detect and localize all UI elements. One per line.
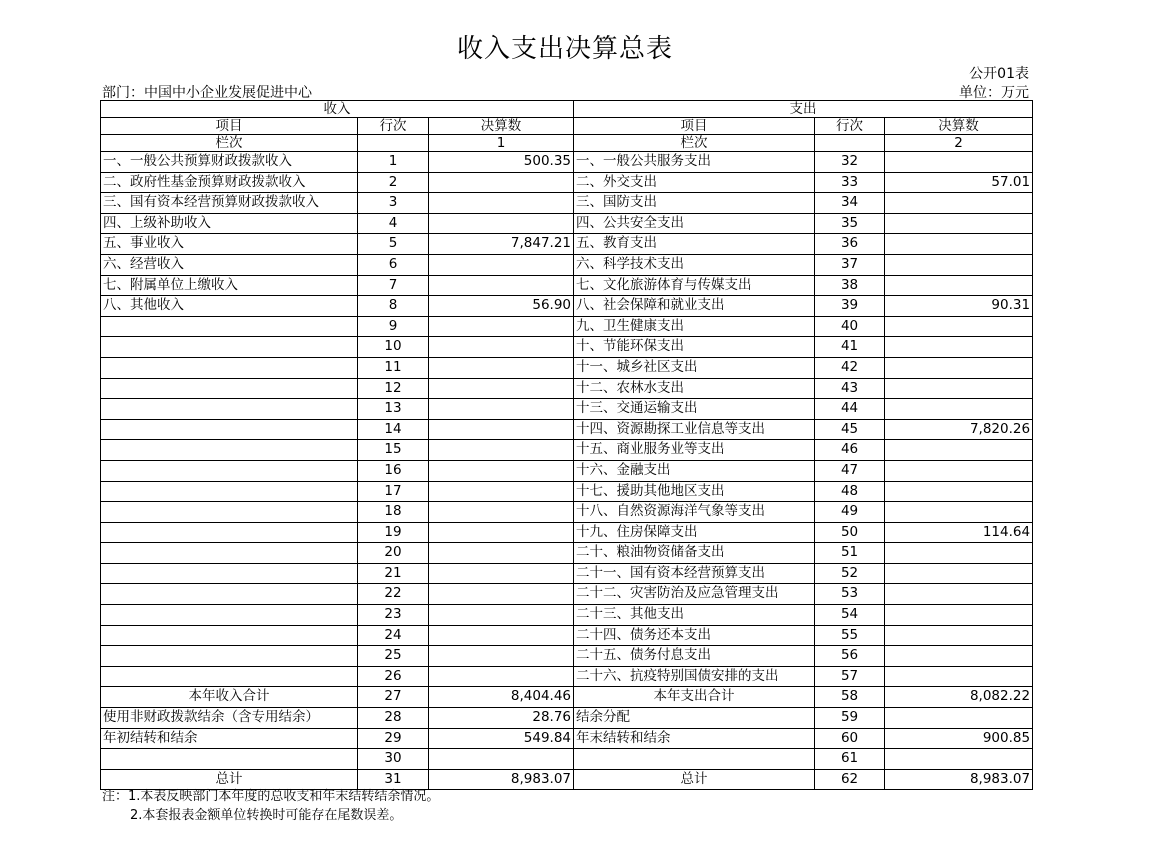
expense-amount-cell (885, 440, 1033, 461)
expense-line-cell: 47 (815, 460, 885, 481)
income-amount-cell (429, 563, 574, 584)
expense-amount-cell (885, 584, 1033, 605)
expense-amount-cell (885, 357, 1033, 378)
expense-amount-cell: 8,983.07 (885, 769, 1033, 790)
income-amount-cell: 7,847.21 (429, 234, 574, 255)
income-amount-cell (429, 193, 574, 214)
income-amount-cell (429, 481, 574, 502)
income-item-cell (101, 749, 358, 770)
expense-line-cell: 38 (815, 275, 885, 296)
income-item-cell: 使用非财政拨款结余（含专用结余） (101, 708, 358, 729)
table-row (101, 234, 1033, 255)
income-item-cell (101, 543, 358, 564)
income-item-cell (101, 481, 358, 502)
expense-item-cell: 十二、农林水支出 (574, 378, 815, 399)
table-row (101, 440, 1033, 461)
income-item-cell: 六、经营收入 (101, 254, 358, 275)
income-item-cell: 年初结转和结余 (101, 728, 358, 749)
footnotes (102, 787, 439, 825)
income-line-cell: 5 (358, 234, 429, 255)
table-row (101, 646, 1033, 667)
expense-amount-cell: 900.85 (885, 728, 1033, 749)
footnote-1: 注：1.本表反映部门本年度的总收支和年末结转结余情况。 (102, 789, 440, 804)
income-amount-cell (429, 543, 574, 564)
expense-line-cell: 48 (815, 481, 885, 502)
income-amount-cell (429, 419, 574, 440)
footnote-2: 2.本套报表金额单位转换时可能存在尾数误差。 (130, 808, 403, 823)
income-amount-cell (429, 172, 574, 193)
expense-line-cell: 54 (815, 605, 885, 626)
expense-amount-cell (885, 152, 1033, 173)
income-amount-cell (429, 275, 574, 296)
income-amount-cell (429, 316, 574, 337)
income-line-cell: 14 (358, 419, 429, 440)
expense-amount-cell: 8,082.22 (885, 687, 1033, 708)
income-line-cell: 12 (358, 378, 429, 399)
income-item-cell (101, 440, 358, 461)
income-line-header: 行次 (358, 118, 429, 135)
expense-line-cell: 51 (815, 543, 885, 564)
expense-line-cell: 57 (815, 666, 885, 687)
table-row (101, 213, 1033, 234)
income-amount-cell (429, 254, 574, 275)
table-row (101, 399, 1033, 420)
expense-item-cell: 二十五、债务付息支出 (574, 646, 815, 667)
expense-line-cell: 55 (815, 625, 885, 646)
income-line-cell: 25 (358, 646, 429, 667)
expense-line-cell: 60 (815, 728, 885, 749)
expense-amount-cell (885, 399, 1033, 420)
income-line-cell: 20 (358, 543, 429, 564)
income-line-cell: 13 (358, 399, 429, 420)
table-row (101, 460, 1033, 481)
income-line-cell: 3 (358, 193, 429, 214)
expense-line-cell: 61 (815, 749, 885, 770)
table-row (101, 625, 1033, 646)
income-amount-cell: 56.90 (429, 296, 574, 317)
expense-line-cell: 58 (815, 687, 885, 708)
income-line-cell: 22 (358, 584, 429, 605)
table-row (101, 749, 1033, 770)
expense-amount-cell (885, 543, 1033, 564)
expense-amount-cell (885, 708, 1033, 729)
income-item-cell (101, 357, 358, 378)
income-amount-cell (429, 522, 574, 543)
income-line-cell: 29 (358, 728, 429, 749)
table-row (101, 666, 1033, 687)
income-line-cell: 9 (358, 316, 429, 337)
expense-amount-cell: 114.64 (885, 522, 1033, 543)
expense-amount-cell (885, 666, 1033, 687)
table-row (101, 172, 1033, 193)
expense-column-label: 栏次 (574, 135, 815, 152)
income-amount-cell (429, 666, 574, 687)
income-line-cell: 19 (358, 522, 429, 543)
expense-amount-cell (885, 502, 1033, 523)
expense-line-cell: 52 (815, 563, 885, 584)
expense-line-cell: 43 (815, 378, 885, 399)
expense-line-cell: 45 (815, 419, 885, 440)
expense-line-index (815, 135, 885, 152)
income-line-cell: 21 (358, 563, 429, 584)
expense-column-index: 2 (885, 135, 1033, 152)
table-row (101, 543, 1033, 564)
income-item-cell (101, 378, 358, 399)
income-item-header: 项目 (101, 118, 358, 135)
expense-item-cell (574, 749, 815, 770)
expense-item-cell: 二十四、债务还本支出 (574, 625, 815, 646)
expense-item-cell: 六、科学技术支出 (574, 254, 815, 275)
income-amount-cell (429, 213, 574, 234)
income-amount-cell (429, 584, 574, 605)
income-line-cell: 24 (358, 625, 429, 646)
table-row (101, 687, 1033, 708)
income-item-cell: 八、其他收入 (101, 296, 358, 317)
table-row (101, 502, 1033, 523)
expense-line-cell: 42 (815, 357, 885, 378)
income-line-cell: 2 (358, 172, 429, 193)
income-header: 收入 (101, 101, 574, 118)
expense-amount-cell (885, 275, 1033, 296)
expense-item-cell: 十、节能环保支出 (574, 337, 815, 358)
expense-item-cell: 五、教育支出 (574, 234, 815, 255)
income-column-index: 1 (429, 135, 574, 152)
table-row (101, 337, 1033, 358)
expense-line-cell: 35 (815, 213, 885, 234)
expense-item-cell: 四、公共安全支出 (574, 213, 815, 234)
expense-item-cell: 二十一、国有资本经营预算支出 (574, 563, 815, 584)
income-amount-cell (429, 399, 574, 420)
income-amount-cell: 8,404.46 (429, 687, 574, 708)
table-row (101, 378, 1033, 399)
expense-item-cell: 十八、自然资源海洋气象等支出 (574, 502, 815, 523)
expense-line-cell: 56 (815, 646, 885, 667)
income-item-cell: 四、上级补助收入 (101, 213, 358, 234)
table-row (101, 275, 1033, 296)
expense-amount-cell (885, 337, 1033, 358)
income-item-cell (101, 563, 358, 584)
income-item-cell: 七、附属单位上缴收入 (101, 275, 358, 296)
table-row (101, 254, 1033, 275)
income-line-cell: 31 (358, 769, 429, 790)
income-line-cell: 27 (358, 687, 429, 708)
income-amount-cell (429, 337, 574, 358)
expense-amount-cell (885, 481, 1033, 502)
expense-item-cell: 二十、粮油物资储备支出 (574, 543, 815, 564)
income-item-cell: 本年收入合计 (101, 687, 358, 708)
expense-item-cell: 总计 (574, 769, 815, 790)
income-amount-cell (429, 502, 574, 523)
income-item-cell: 一、一般公共预算财政拨款收入 (101, 152, 358, 173)
income-item-cell (101, 460, 358, 481)
expense-item-header: 项目 (574, 118, 815, 135)
expense-item-cell: 三、国防支出 (574, 193, 815, 214)
income-item-cell (101, 419, 358, 440)
budget-table (100, 100, 1033, 790)
report-title: 收入支出决算总表 (456, 34, 673, 64)
expense-line-cell: 50 (815, 522, 885, 543)
income-amount-cell: 28.76 (429, 708, 574, 729)
expense-amount-cell (885, 625, 1033, 646)
table-row (101, 584, 1033, 605)
income-line-cell: 7 (358, 275, 429, 296)
table-row (101, 193, 1033, 214)
table-row (101, 708, 1033, 729)
expense-line-cell: 53 (815, 584, 885, 605)
income-item-cell: 总计 (101, 769, 358, 790)
expense-line-cell: 46 (815, 440, 885, 461)
expense-line-cell: 59 (815, 708, 885, 729)
expense-item-cell: 九、卫生健康支出 (574, 316, 815, 337)
income-item-cell (101, 316, 358, 337)
income-line-cell: 8 (358, 296, 429, 317)
expense-item-cell: 年末结转和结余 (574, 728, 815, 749)
table-row (101, 481, 1033, 502)
expense-amount-header: 决算数 (885, 118, 1033, 135)
expense-item-cell: 一、一般公共服务支出 (574, 152, 815, 173)
income-item-cell (101, 605, 358, 626)
expense-item-cell: 十三、交通运输支出 (574, 399, 815, 420)
income-line-cell: 23 (358, 605, 429, 626)
income-amount-cell (429, 749, 574, 770)
income-line-cell: 16 (358, 460, 429, 481)
income-item-cell (101, 646, 358, 667)
income-item-cell (101, 625, 358, 646)
income-item-cell (101, 666, 358, 687)
expense-amount-cell (885, 254, 1033, 275)
table-row (101, 357, 1033, 378)
income-amount-cell (429, 646, 574, 667)
income-line-cell: 30 (358, 749, 429, 770)
column-index-row (101, 135, 1033, 152)
table-row (101, 152, 1033, 173)
expense-item-cell: 十五、商业服务业等支出 (574, 440, 815, 461)
table-row (101, 605, 1033, 626)
expense-amount-cell (885, 563, 1033, 584)
expense-item-cell: 八、社会保障和就业支出 (574, 296, 815, 317)
expense-amount-cell: 57.01 (885, 172, 1033, 193)
table-row (101, 296, 1033, 317)
expense-item-cell: 十七、援助其他地区支出 (574, 481, 815, 502)
expense-amount-cell (885, 316, 1033, 337)
expense-header: 支出 (574, 101, 1033, 118)
income-line-cell: 1 (358, 152, 429, 173)
income-item-cell (101, 584, 358, 605)
income-item-cell: 五、事业收入 (101, 234, 358, 255)
expense-amount-cell (885, 193, 1033, 214)
form-number: 公开01表 (969, 66, 1029, 82)
income-line-index (358, 135, 429, 152)
expense-item-cell: 二十三、其他支出 (574, 605, 815, 626)
expense-line-header: 行次 (815, 118, 885, 135)
table-row (101, 728, 1033, 749)
expense-line-cell: 49 (815, 502, 885, 523)
income-item-cell (101, 522, 358, 543)
expense-item-cell: 二十二、灾害防治及应急管理支出 (574, 584, 815, 605)
expense-item-cell: 本年支出合计 (574, 687, 815, 708)
income-line-cell: 18 (358, 502, 429, 523)
section-header-row (101, 101, 1033, 118)
expense-line-cell: 32 (815, 152, 885, 173)
expense-item-cell: 十一、城乡社区支出 (574, 357, 815, 378)
expense-amount-cell (885, 378, 1033, 399)
expense-amount-cell: 7,820.26 (885, 419, 1033, 440)
expense-item-cell: 十九、住房保障支出 (574, 522, 815, 543)
income-column-label: 栏次 (101, 135, 358, 152)
income-item-cell (101, 399, 358, 420)
income-item-cell: 二、政府性基金预算财政拨款收入 (101, 172, 358, 193)
expense-line-cell: 44 (815, 399, 885, 420)
income-line-cell: 6 (358, 254, 429, 275)
unit-label: 单位：万元 (959, 85, 1029, 101)
expense-amount-cell (885, 646, 1033, 667)
income-amount-cell (429, 440, 574, 461)
income-amount-cell (429, 625, 574, 646)
expense-item-cell: 二十六、抗疫特别国债安排的支出 (574, 666, 815, 687)
income-amount-cell (429, 357, 574, 378)
income-line-cell: 26 (358, 666, 429, 687)
income-amount-cell: 500.35 (429, 152, 574, 173)
expense-line-cell: 62 (815, 769, 885, 790)
expense-line-cell: 34 (815, 193, 885, 214)
income-item-cell (101, 502, 358, 523)
expense-item-cell: 七、文化旅游体育与传媒支出 (574, 275, 815, 296)
expense-item-cell: 二、外交支出 (574, 172, 815, 193)
table-row (101, 522, 1033, 543)
income-line-cell: 4 (358, 213, 429, 234)
expense-line-cell: 36 (815, 234, 885, 255)
column-header-row (101, 118, 1033, 135)
income-amount-cell (429, 605, 574, 626)
expense-line-cell: 40 (815, 316, 885, 337)
income-amount-cell (429, 460, 574, 481)
income-item-cell (101, 337, 358, 358)
expense-item-cell: 十六、金融支出 (574, 460, 815, 481)
income-amount-cell (429, 378, 574, 399)
income-amount-cell: 8,983.07 (429, 769, 574, 790)
expense-line-cell: 37 (815, 254, 885, 275)
income-amount-header: 决算数 (429, 118, 574, 135)
income-line-cell: 28 (358, 708, 429, 729)
expense-item-cell: 十四、资源勘探工业信息等支出 (574, 419, 815, 440)
table-row (101, 316, 1033, 337)
expense-amount-cell (885, 234, 1033, 255)
department-label: 部门：中国中小企业发展促进中心 (102, 85, 312, 101)
income-line-cell: 11 (358, 357, 429, 378)
expense-line-cell: 39 (815, 296, 885, 317)
income-line-cell: 15 (358, 440, 429, 461)
expense-amount-cell (885, 213, 1033, 234)
expense-amount-cell (885, 749, 1033, 770)
expense-amount-cell (885, 460, 1033, 481)
income-line-cell: 10 (358, 337, 429, 358)
income-line-cell: 17 (358, 481, 429, 502)
expense-amount-cell: 90.31 (885, 296, 1033, 317)
income-item-cell: 三、国有资本经营预算财政拨款收入 (101, 193, 358, 214)
income-amount-cell: 549.84 (429, 728, 574, 749)
expense-item-cell: 结余分配 (574, 708, 815, 729)
expense-amount-cell (885, 605, 1033, 626)
expense-line-cell: 33 (815, 172, 885, 193)
table-row (101, 563, 1033, 584)
expense-line-cell: 41 (815, 337, 885, 358)
table-row (101, 419, 1033, 440)
